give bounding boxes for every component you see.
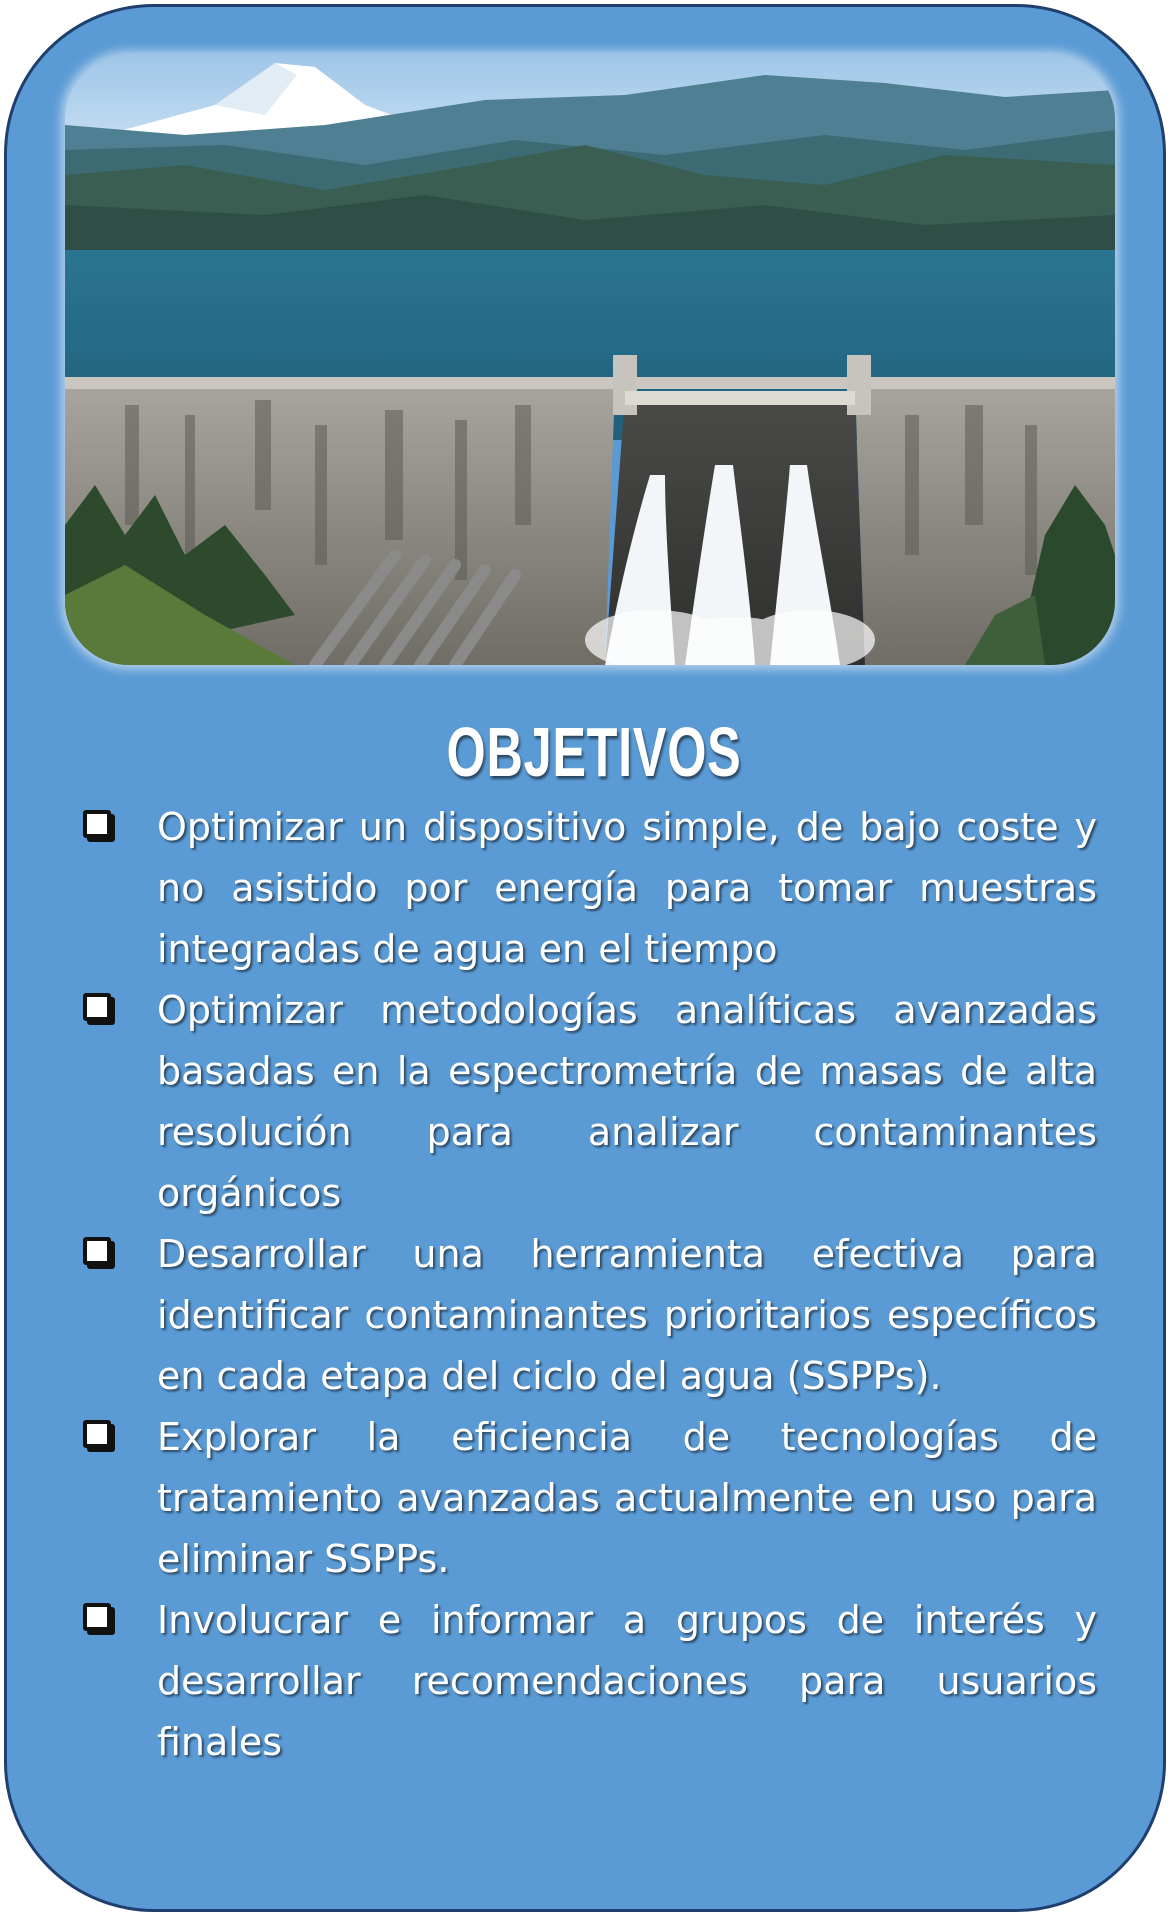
dam-illustration (65, 55, 1115, 665)
objective-text: Desarrollar una herramienta efectiva para identificar contaminantes prioritarios específicos en cada etapa del ciclo del agua (SSPPs). (157, 1232, 1097, 1398)
objective-item (77, 980, 1097, 1224)
checkbox-icon (83, 810, 111, 838)
objective-text: Optimizar metodologías analíticas avanzadas basadas en la espectrometría de masas de alta resolución para analizar contaminantes orgánicos (157, 988, 1097, 1215)
objective-item (77, 1407, 1097, 1590)
checkbox-icon (83, 1603, 111, 1631)
objective-item (77, 1590, 1097, 1773)
objectives-heading: OBJETIVOS (446, 713, 742, 791)
checkbox-icon (83, 1237, 111, 1265)
objective-item (77, 797, 1097, 980)
objective-text: Involucrar e informar a grupos de interés y desarrollar recomendaciones para usuarios finales (157, 1598, 1097, 1764)
objectives-list (77, 797, 1097, 1773)
objective-text: Explorar la eficiencia de tecnologías de tratamiento avanzadas actualmente en uso para eliminar SSPPs. (157, 1415, 1097, 1581)
objective-text: Optimizar un dispositivo simple, de bajo coste y no asistido por energía para tomar muestras integradas de agua en el tiempo (157, 805, 1097, 971)
objective-item (77, 1224, 1097, 1407)
checkbox-icon (83, 993, 111, 1021)
dam-photo (65, 55, 1115, 665)
objectives-card (4, 4, 1166, 1912)
checkbox-icon (83, 1420, 111, 1448)
